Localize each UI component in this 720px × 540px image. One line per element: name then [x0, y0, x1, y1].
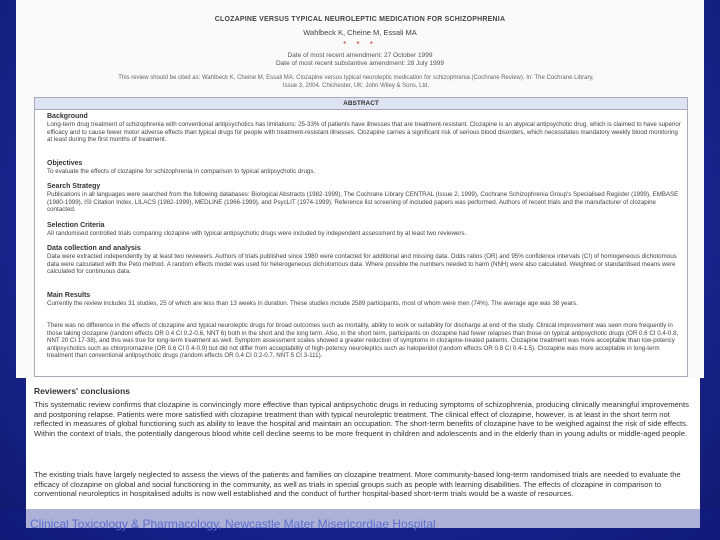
section-objectives	[47, 160, 683, 176]
section-title: Search Strategy	[47, 183, 101, 190]
section-background	[47, 113, 683, 144]
section-title: Selection Criteria	[47, 222, 105, 229]
date-amended: Date of most recent amendment: 27 October 1999	[287, 52, 433, 59]
section-title: Main Results	[47, 292, 91, 299]
section-text: To evaluate the effects of clozapine for schizophrenia in comparison to typical antipsychotic drugs.	[47, 168, 316, 175]
conclusions-panel	[26, 378, 700, 528]
abstract-heading: ABSTRACT	[35, 98, 687, 110]
footer-text: Clinical Toxicology & Pharmacology, Newcastle Mater Misericordiae Hospital	[30, 517, 436, 531]
section-search-strategy	[47, 183, 683, 214]
section-main-results	[47, 292, 683, 308]
section-data-collection	[47, 245, 683, 276]
section-results-detail	[47, 322, 683, 360]
review-page	[16, 0, 704, 378]
section-text: Currently the review includes 31 studies, 25 of which are less than 13 weeks in duration. These studies include 2589 participants, most of whom were men (74%). The average age was 38 years.	[47, 300, 578, 307]
review-authors: Wahlbeck K, Cheine M, Essali MA	[303, 28, 417, 37]
section-text: Long-term drug treatment of schizophrenia with conventional antipsychotics has limitations: 25-33% of patients have illnesses that are treatment-resistant. Clozapine is an atypical antipsychotic drug, which is claimed to have superior efficacy and to cause fewer motor adverse effects than typical drugs for people with treatment-resistant illnesses. Clozapine carries a significant risk of serious blood disorders, which necessitates mandatory weekly blood monitoring at least during the first months of treatment.	[47, 121, 681, 144]
section-text: Publications in all languages were searched from the following databases: Biological Abstracts (1982-1999), The Cochrane Library CENTRAL (Issue 2, 1999), Cochrane Schizophrenia Group's Specialised Register (1999), EMBASE (1980-1999), ISI Citation Index, LILACS (1982-1999), MEDLINE (1966-1999), and PsycLIT (1974-1999). Reference list screening of included papers was performed. Authors of recent trials and the manufacturer of clozapine contacted.	[47, 191, 679, 214]
section-text: There was no difference in the effects of clozapine and typical neuroleptic drugs for broad outcomes such as mortality, ability to work or suitability for discharge at end of the study. Clinical improvement was seen more frequently in those taking clozapine (random effects OR 0.4 CI 0.2-0.6, NNT 6) both in the short and the long term. Also, in the short term, participants on clozapine had fewer relapses than those on typical antipsychotic drugs (OR 0.6 CI 0.4-0.8, NNT 20 CI 17-38), and this was true for long-term treatment as well. Symptom assessment scales showed a greater reduction of symptoms in clozapine-treated patients. Clozapine treatment was more acceptable than low-potency antipsychotics such as chlorpromazine (OR 0.6 CI 0.4-0.9) but did not differ from acceptability of high-potency neuroleptics such as haloperidol (random effects OR 0.8 CI 0.4-1.5). Clozapine was more acceptable in long-term treatment than conventional antipsychotic drugs (random effects OR 0.4 CI 0.2-0.7, NNT 5 CI 3-111).	[47, 322, 679, 360]
section-selection-criteria	[47, 222, 683, 238]
amendment-dates	[16, 52, 704, 68]
citation-note: This review should be cited as: Wahlbeck K, Cheine M, Essali MA. Clozapine versus typical neuroleptic medication for schizophrenia (Cochrane Review). In: The Cochrane Library, Issue 3, 2004. Chichester, UK: John Wiley & Sons, Ltd.	[118, 75, 594, 89]
section-title: Objectives	[47, 160, 83, 167]
divider-stars: * * *	[343, 40, 377, 49]
section-title: Data collection and analysis	[47, 245, 141, 252]
date-substantive: Date of most recent substantive amendment: 28 July 1999	[275, 60, 444, 67]
conclusions-paragraph-1: This systematic review confirms that clozapine is convincingly more effective than typical antipsychotic drugs in reducing symptoms of schizophrenia, producing clinically meaningful improvements and postponing relapse. Patients were more satisfied with clozapine treatment than with typical neuroleptic treatment. The clinical effect of clozapine, however, is at least in the short term not reflected in measures of global functioning such as ability to leave the hospital and maintain an occupation. The short-term benefits of clozapine have to be weighed against the risk of side effects. Within the context of trials, the potentially dangerous blood white cell decline seems to be more frequent in children and adolescents and in the elderly than in young adults or middle-aged people.	[34, 400, 689, 438]
review-title: CLOZAPINE VERSUS TYPICAL NEUROLEPTIC MEDICATION FOR SCHIZOPHRENIA	[214, 16, 506, 23]
abstract-box	[34, 97, 688, 377]
conclusions-paragraph-2: The existing trials have largely neglected to assess the views of the patients and families on clozapine treatment. More community-based long-term randomised trials are needed to evaluate the efficacy of clozapine on global and social functioning in the community, as well as trials in special groups such as people with learning disabilities. The effects of clozapine in comparison to conventional neuroleptics in hospitalised adults is now well established and the conduct of further hospital-based short-term trials would be a waste of resources.	[34, 470, 681, 499]
conclusions-heading: Reviewers' conclusions	[34, 386, 131, 396]
section-text: All randomised controlled trials comparing clozapine with typical antipsychotic drugs were included by independent assessment by at least two reviewers.	[47, 230, 467, 237]
section-title: Background	[47, 113, 88, 120]
section-text: Data were extracted independently by at least two reviewers. Authors of trials published since 1980 were contacted for additional and missing data. Odds ratios (OR) and 95% confidence intervals (CI) of homogeneous dichotomous data were calculated with the Peto method. A random effects model was used for heterogeneous dichotomous data. Where possible the numbers needed to harm (NNH) were also calculated. Weighted or standardised means were calculated for continuous data.	[47, 253, 677, 276]
